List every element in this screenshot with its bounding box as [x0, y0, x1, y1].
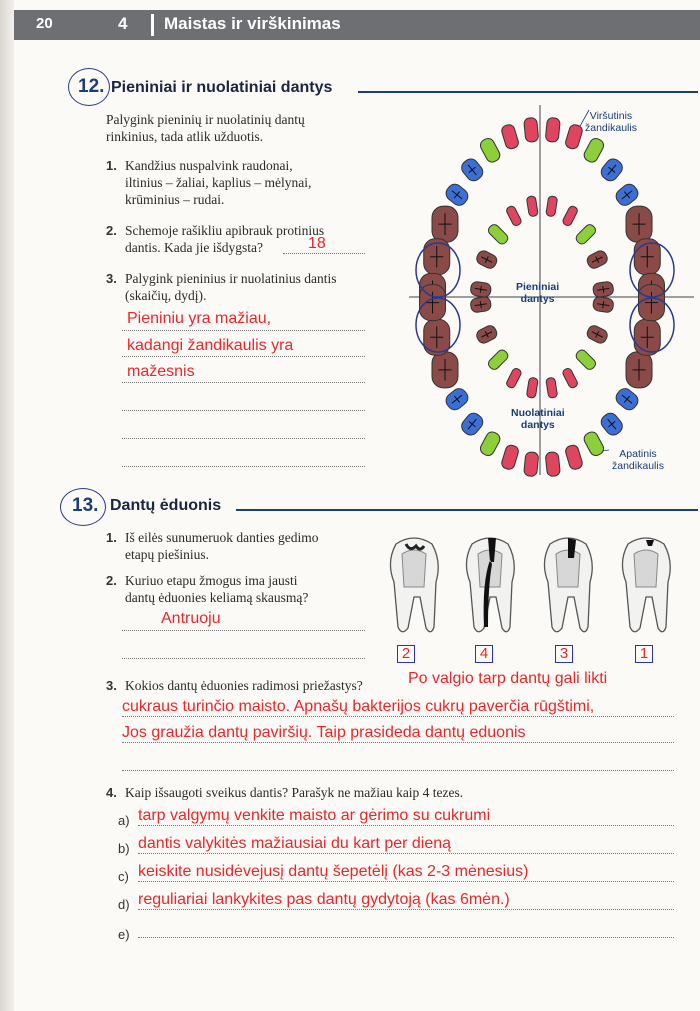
stage-number-box: 4 [475, 645, 493, 663]
item-number: 1. [106, 158, 117, 173]
answer-line [122, 382, 365, 383]
answer-13-3-line: Jos graužia dantų paviršių. Taip prasideda dantų eduonis [122, 724, 526, 741]
answer-line [122, 770, 674, 771]
answer-line [122, 410, 365, 411]
answer-12-3-line: mažesnis [127, 363, 195, 380]
label-upper-jaw: Viršutinis žandikaulis [585, 110, 637, 134]
tooth-stage-3 [544, 538, 592, 632]
milk-canine-tooth [486, 348, 509, 371]
answer-13-2: Antruoju [161, 610, 221, 627]
permanent-incisor-tooth [500, 444, 519, 471]
answer-line [122, 466, 365, 467]
milk-incisor-tooth [505, 205, 522, 227]
milk-incisor-tooth [546, 196, 558, 217]
answer-13-4d: reguliariai lankykites pas dantų gydytoją (kas 6mėn.) [138, 891, 510, 908]
page-edge [0, 0, 14, 1011]
task-12-item-3: Palygink pieninius ir nuolatinius dantis (skaičių, dydį). [125, 271, 337, 303]
task-13-item-1: Iš eilės sunumeruok danties gedimo etapų piešinius. [125, 530, 319, 562]
task-13-title: Dantų ėduonis [110, 497, 222, 514]
task-13-item-3: Kokios dantų ėduonies radimosi priežastys? [125, 678, 363, 693]
page-number: 20 [36, 15, 53, 32]
item-number: 2. [106, 573, 117, 588]
answer-13-3-line: Po valgio tarp dantų gali likti [408, 670, 608, 687]
permanent-incisor-tooth [545, 117, 560, 142]
answer-line [122, 330, 365, 331]
answer-13-3-line: cukraus turinčio maisto. Apnašų bakterijos cukrų paverčia rūgštimi, [122, 698, 595, 715]
tooth-decay-stages [370, 532, 690, 642]
answer-12-3-line: kadangi žandikaulis yra [127, 337, 294, 354]
permanent-incisor-tooth [545, 452, 560, 477]
answer-12-3-line: Pieniniu yra mažiau, [127, 310, 272, 327]
label-lower-jaw: Apatinis žandikaulis [612, 448, 664, 472]
answer-line [138, 937, 674, 938]
milk-canine-tooth [574, 223, 597, 246]
answer-line [122, 356, 365, 357]
answer-13-4c: keiskite nusidėvejusį dantų šepetėlį (kas 2-3 mėnesius) [138, 863, 529, 880]
item-number: 3. [106, 678, 117, 693]
answer-line [122, 630, 365, 631]
label-milk-teeth: Pieniniai dantys [516, 281, 560, 305]
answer-line [122, 438, 365, 439]
permanent-incisor-tooth [564, 123, 583, 150]
item-number: 1. [106, 530, 117, 545]
task-12-item-1: Kandžius nuspalvink raudonai, iltinius – žaliai, kaplius – mėlynai, krūminius – rudai. [125, 158, 312, 207]
task-12-item-2: Schemoje rašikliu apibrauk protinius dantis. Kada jie išdygsta? [125, 223, 325, 255]
tooth-stage-1 [390, 538, 438, 632]
answer-13-4a: tarp valgymų venkite maisto ar gėrimo su cukrumi [138, 807, 491, 824]
answer-13-4b: dantis valykitės mažiausiai du kart per dieną [138, 835, 452, 852]
stage-number-box: 1 [635, 645, 653, 663]
permanent-canine-tooth [478, 136, 502, 164]
task-13-item-4: Kaip išsaugoti sveikus dantis? Parašyk ne mažiau kaip 4 tezes. [125, 785, 464, 800]
item-letter: e) [118, 927, 130, 942]
milk-canine-tooth [574, 348, 597, 371]
tooth-stage-2 [466, 538, 514, 632]
milk-incisor-tooth [562, 367, 579, 389]
milk-incisor-tooth [526, 377, 538, 398]
title-underline [236, 509, 698, 511]
milk-canine-tooth [486, 223, 509, 246]
answer-line [122, 658, 365, 659]
task-13-item-2: Kuriuo etapu žmogus ima jausti dantų ėduonies keliamą skausmą? [125, 573, 309, 605]
item-letter: c) [118, 869, 129, 884]
permanent-incisor-tooth [524, 117, 539, 142]
item-number: 2. [106, 223, 117, 238]
chapter-header [14, 10, 700, 40]
label-permanent-teeth: Nuolatiniai dantys [511, 407, 565, 431]
milk-incisor-tooth [546, 377, 558, 398]
stage-number-box: 2 [397, 645, 415, 663]
item-number: 3. [106, 271, 117, 286]
milk-incisor-tooth [505, 367, 522, 389]
task-12-number: 12. [78, 76, 105, 97]
permanent-canine-tooth [582, 430, 606, 458]
task-12-intro: Palygink pieninių ir nuolatinių dantų rinkinius, tada atlik užduotis. [106, 112, 305, 144]
permanent-incisor-tooth [524, 452, 539, 477]
permanent-incisor-tooth [564, 444, 583, 471]
item-letter: b) [118, 841, 130, 856]
item-letter: d) [118, 897, 130, 912]
milk-incisor-tooth [562, 205, 579, 227]
title-underline [358, 91, 698, 93]
item-number: 4. [106, 785, 117, 800]
item-letter: a) [118, 813, 130, 828]
answer-12-2: 18 [308, 235, 326, 252]
tooth-stage-4 [622, 538, 670, 632]
chapter-number: 4 [118, 14, 128, 33]
milk-incisor-tooth [526, 196, 538, 217]
task-12-title: Pieniniai ir nuolatiniai dantys [111, 79, 333, 96]
chapter-title: Maistas ir virškinimas [164, 14, 341, 33]
permanent-canine-tooth [582, 136, 606, 164]
task-13-number: 13. [72, 495, 99, 516]
header-divider [151, 14, 154, 36]
permanent-canine-tooth [478, 430, 502, 458]
stage-number-box: 3 [555, 645, 573, 663]
permanent-incisor-tooth [500, 123, 519, 150]
